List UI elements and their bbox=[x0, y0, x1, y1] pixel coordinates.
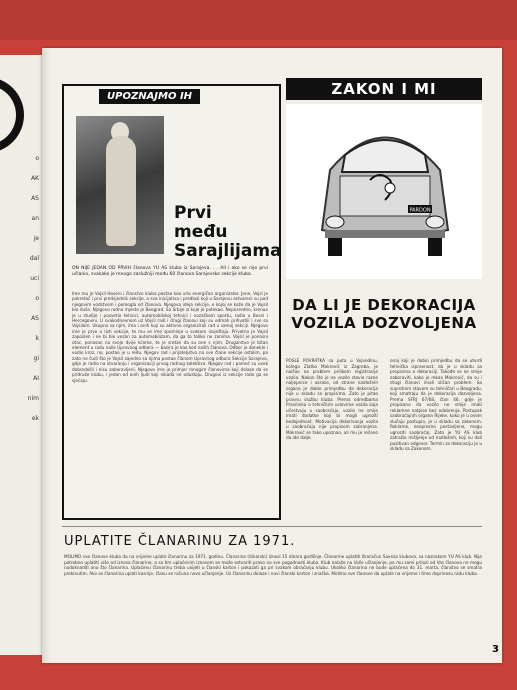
left-page-fragment: o bbox=[35, 295, 39, 302]
pardon-sticker: PARDON bbox=[409, 207, 431, 214]
section-tag: UPOZNAJMO IH bbox=[99, 89, 200, 104]
portrait-photo bbox=[76, 116, 164, 254]
left-page-fragment: AS bbox=[31, 195, 39, 202]
article-upoznajmo bbox=[62, 84, 281, 520]
left-page-fragment: k bbox=[35, 335, 39, 342]
magazine-page bbox=[42, 48, 502, 663]
left-page-fragment: o bbox=[35, 155, 39, 162]
left-page-fragment: uci bbox=[30, 275, 39, 282]
left-page-fragment: an bbox=[31, 215, 39, 222]
left-page-fragment: AS bbox=[31, 315, 39, 322]
left-page-fragment: je bbox=[33, 235, 39, 242]
left-page-fragment: gi bbox=[33, 355, 39, 362]
article2-column-2: onaj koji je dobio primjedbu da se utvrdi tehnička ispravnost, da je u skladu sa propisima o dekoraciji. Takođe se ne smije zaboraviti, kako je rekao Mokrović, da su i drugi članovi imali sličan problem. Sa suprotnim stavom su tehničari u Beogradu, koji smatraju da je dekoracija dozvoljena. Prema SFRJ 67/68, član 46, gdje je propisano da vozilo ne smije imati reklamne natpise bez odobrenja. Postupak saobraćajnih organa Rijeke, kako je u ovom slučaju postupio, je u skladu sa zakonom. Reklame, neoprezno postavljene, mogu ugroziti saobraćaj. Zato je YU AS klub zatražio mišljenje od nadležnih, koji su dali pozitivan odgovor. Termin za dekoraciju je u skladu sa Zakonom. bbox=[390, 358, 482, 451]
footer-title: UPLATITE ČLANARINU ZA 1971. bbox=[64, 534, 296, 549]
left-page bbox=[0, 55, 42, 655]
divider bbox=[62, 526, 482, 527]
article2-column-1: POSLE POVRATKA sa puta u Vojvodinu, kolega Zlatko Mokrović iz Zagreba, je naišao na problem prilikom registracije vozila. Nakon što je na vozilo stavio razne naljepnice i ukrase, od strane nadležnih organa je dobio primjedbu da dekoracija nije u skladu sa propisima. Zato je pitao pravnu službu kluba. Prema odredbama Pravilnika o tehničkim uslovima vozila koja učestvuju u saobraćaju, vozilo ne smije imati dodatke koji bi mogli ugroziti bezbjednost. Motivacija dekorisanja vozila u saobraćaju nije propisom zabranjena. Mokrović se tako upoznao, ali mu je rečeno da ide dalje. bbox=[286, 358, 378, 440]
left-page-fragment: AI bbox=[33, 375, 39, 382]
article-subtitle: DA LI JE DEKORACIJA VOZILA DOZVOLJENA bbox=[291, 296, 477, 332]
large-letter-fragment bbox=[0, 77, 24, 153]
car-photo bbox=[286, 104, 482, 279]
page-number: 3 bbox=[492, 644, 499, 655]
left-page-fragment: AK bbox=[30, 175, 39, 182]
left-page-fragment: dal bbox=[29, 255, 39, 262]
article-headline: Prvi među Sarajlijama bbox=[174, 203, 282, 261]
left-page-fragment: ek bbox=[31, 415, 39, 422]
left-page-fragment: nim bbox=[27, 395, 39, 402]
page-spine bbox=[42, 48, 50, 663]
footer-body: MOLIMO sve članove kluba da na vrijeme uplate članarinu za 1971. godinu. Članarina (dinarski) iznosi 15 dinara godišnje. Članarine uplatiti žiroračun Saveza klubova, sa naznakom YU AS klub. Nije potrebno uplatiti više od iznosa članarine, a sa tim uplaćenim iznosom se može ostvariti pravo na sve pogodnosti kluba. Klub nalaže na Vaše učlanjenje, pa mu sami prilozi od Vas članova ne mogu nadoknaditi ono što članarina. Uplaćenu članarinu treba unijeti u članski karton i pokazati ga pri svakom obraćanju klubu. Ukoliko članarina ne bude uplaćena do 31. marta, članstvo se smatra prekinutim. Ako se članarina uplati kasnije, članu se računa novo učlanjenje. Uz članarinu dolaze i novi članski karton i značka. Molimo sve članove da uplate na vrijeme i time doprinesu radu kluba. bbox=[64, 554, 482, 576]
background-top bbox=[0, 0, 517, 40]
article-body: Ime mu je Vojsil Hoseni i članstvo kluba postao kao vrlo energičan organizator. Jone, Vojsl je pokretač i prvi predsjednik sekcije, a sva inicijativa i predlozi koji u Sarajevu ostvareni su pod njegovim vodstvom i pomogla od članova. Njegova ideja sekcije, o kojoj se kaže da je Vojsil bio duša. Njegovo rodno mjesto je Beograd, Sa Srbije iz koje je potekao. Neposredno, krenuo je u studije i posvetio tehnici, automobilskoj tehnici i vozačkom sportu, radio u Bosni i Hercegovini. U svakodnevnom uz Vojsil radi i drugi članovi koji su odmah prihvatili i sve sa Vojsilom. Ukupno sa njim, ima i onih koji su aktivno organizirali rad u samoj sekciji. Njegovo ime je prvo u listi sekcije, te mu se ime spominje u svakom izvještaju. Privatno je Vojsil zaposlen i ne bi bio vezan za automobilizam, da ga to toliko ne zanima. Vojsil je ponosni otac, ponosan na svoje dvije kćerke, te je sretan da su one s njim. Drugarstvo je bitan element u radu naše Upravnog odbora — bazira je kao kod naših članova. Odbor je donekle i vodio kroz, no, postao je u redu. Njegov rad i prijateljstvo na sve člane sekcije ostalim, pa zato ne čudi što je Vojsil zajedno sa njima postao članom Upravnog odbora Sekcije Sarajevo, gdje je radio na stvaranju i organizaciji prvog radnog kolektiva. Njegov rad i pomoć su uvek dobrodošli i nisu zaboravljeni. Njegovo ime je primjer mnogim članovima koji dolaze da se pridruže klubu, i jedan od onih ljudi koji nikada ne odustaju. Drugovi iz sekcije rado ga se sjećaju. bbox=[72, 291, 268, 383]
zakon-banner: ZAKON I MI bbox=[286, 78, 482, 100]
decorated-car-illustration bbox=[310, 110, 460, 260]
article-intro: ON NIJE JEDAN OD PRVIH članova YU AS kluba iz Sarajeva. . . All i ako se nije prvi učlanio, svakako je mnogo zaslužniji među 60 članova Sarajevske sekcije kluba. bbox=[72, 266, 268, 277]
